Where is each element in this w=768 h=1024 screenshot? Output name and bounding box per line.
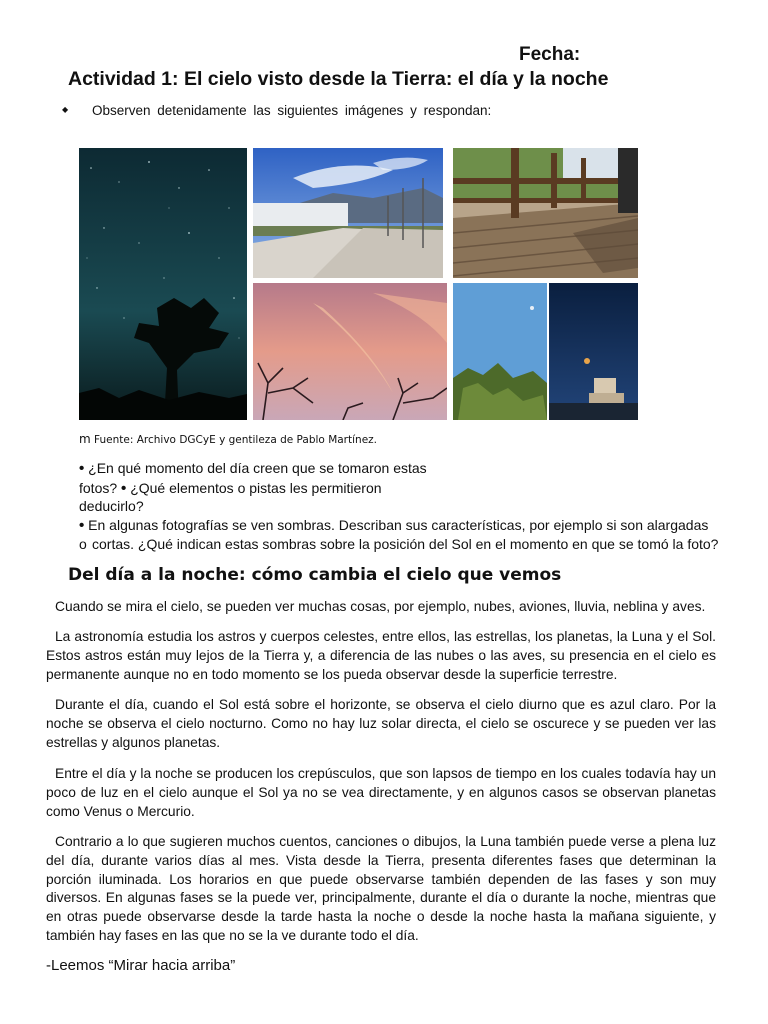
bullet-dot-icon: • <box>79 517 85 534</box>
question-3-cont <box>92 535 722 554</box>
closing-line: -Leemos “Mirar hacia arriba” <box>46 957 236 974</box>
question-1 <box>79 459 439 478</box>
question-1-line2: fotos? <box>79 480 118 496</box>
day-moon-photo <box>453 283 547 420</box>
paragraph-4-text: Entre el día y la noche se producen los crepúsculos, que son lapsos de tiempo en los cuales todavía hay un poco de luz en el cielo aunque el Sol ya no se vea directamente, y en algunos casos se observan planetas como Venus o Mercurio. <box>46 766 716 819</box>
paragraph-1 <box>46 598 716 617</box>
night-sky-photo <box>79 148 247 420</box>
question-3-line2: cortas. ¿Qué indican estas sombras sobre la posición del Sol en el momento en que se tomó la foto? <box>92 536 719 552</box>
paragraph-1-text: Cuando se mira el cielo, se pueden ver muchas cosas, por ejemplo, nubes, aviones, lluvia, neblina y aves. <box>55 599 706 614</box>
paragraph-5 <box>46 833 716 946</box>
date-label: Fecha: <box>519 44 581 65</box>
paragraph-2-text: La astronomía estudia los astros y cuerpos celestes, entre ellos, las estrellas, los planetas, la Luna y el Sol. Estos astros están muy lejos de la Tierra y, a diferencia de las nubes o las aves, su presencia en el cielo es permanente aunque no en todo momento se los pueda observar desde la superficie terrestre. <box>46 629 716 682</box>
question-3-line1: En algunas fotografías se ven sombras. Describan sus características, por ejemplo si son alargadas o <box>79 517 709 552</box>
question-2-cont <box>79 497 144 516</box>
paragraph-3 <box>46 696 716 752</box>
night-moon-photo <box>549 283 638 420</box>
plaza-photo <box>253 148 443 278</box>
photo-caption <box>79 432 377 446</box>
deck-photo <box>453 148 638 278</box>
section-title: Del día a la noche: cómo cambia el cielo que vemos <box>68 565 562 585</box>
question-2-line1: ¿Qué elementos o pistas les permitieron <box>130 480 382 496</box>
activity-title: Actividad 1: El cielo visto desde la Tierra: el día y la noche <box>68 68 609 90</box>
bullet-dot-icon: • <box>121 480 127 497</box>
sunset-photo <box>253 283 447 420</box>
paragraph-5-text: Contrario a lo que sugieren muchos cuentos, canciones o dibujos, la Luna también puede verse a plena luz del día, durante varios días al mes. Vista desde la Tierra, presenta diferentes fases que determinan la porción iluminada. Los horarios en que puede observarse también dependen de las fases y son muy diversos. En algunas fases se la puede ver, principalmente, durante el día o durante la noche, mientras que en otras puede observarse desde la tarde hasta la noche o desde la noche hasta la mañana siguiente, y también hay fases en las que no se la ve durante todo el día. <box>46 834 716 943</box>
question-2-line2: deducirlo? <box>79 498 144 514</box>
question-1-line1: ¿En qué momento del día creen que se tomaron estas <box>88 460 427 476</box>
diamond-bullet-icon: ◆ <box>62 105 69 114</box>
bullet-dot-icon: • <box>79 460 85 477</box>
caption-marker: m <box>79 432 91 446</box>
intro-text: Observen detenidamente las siguientes imágenes y respondan: <box>92 103 492 118</box>
paragraph-4 <box>46 765 716 821</box>
question-1-cont <box>79 479 459 498</box>
paragraph-3-text: Durante el día, cuando el Sol está sobre el horizonte, se observa el cielo diurno que es azul claro. Por la noche se observa el cielo nocturno. Como no hay luz solar directa, el cielo se oscurece y se pueden ver las estrellas y algunos planetas. <box>46 697 716 750</box>
paragraph-2 <box>46 628 716 684</box>
caption-text: Fuente: Archivo DGCyE y gentileza de Pablo Martínez. <box>94 434 377 446</box>
